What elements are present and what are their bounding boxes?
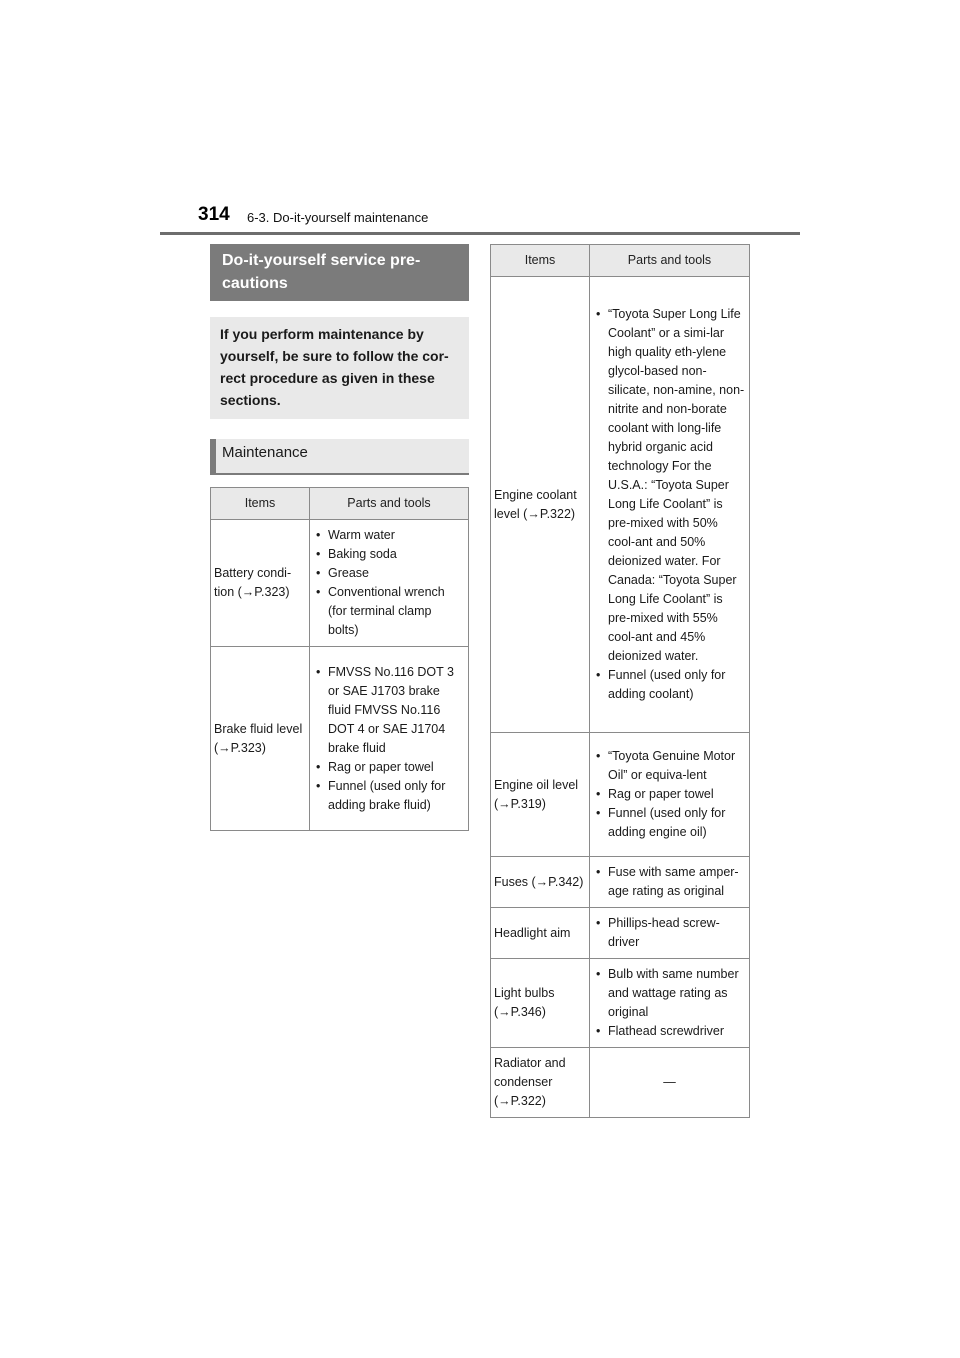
list-item: • Funnel (used only for adding engine oil) <box>593 804 746 842</box>
intro-text: If you perform maintenance by yourself, be sure to follow the cor-rect procedure as given in these sections. <box>210 317 469 419</box>
maintenance-table-right <box>490 244 750 1118</box>
table-header-row <box>491 245 750 277</box>
parts-cell <box>590 959 750 1048</box>
column-header-parts: Parts and tools <box>310 488 469 520</box>
list-item: • Funnel (used only for adding brake fluid) <box>313 777 465 815</box>
table-row <box>491 277 750 733</box>
item-cell: Radiator and condenser (→P.322) <box>491 1048 590 1118</box>
parts-cell <box>590 733 750 857</box>
list-item: • Fuse with same amper-age rating as original <box>593 863 746 901</box>
list-item: • Baking soda <box>313 545 465 564</box>
section-title: 6-3. Do-it-yourself maintenance <box>247 210 429 225</box>
table-row <box>491 1048 750 1118</box>
list-item: • Phillips-head screw-driver <box>593 914 746 952</box>
list-item: • “Toyota Super Long Life Coolant” or a simi-lar high quality eth-ylene glycol-based non-silicate, non-amine, non-nitrite and non-borate coolant with long-life hybrid organic acid technology For the U.S.A.: “Toyota Super Long Life Coolant” is pre-mixed with 50% cool-ant and 50% deionized water. For Canada: “Toyota Super Long Life Coolant” is pre-mixed with 55% cool-ant and 45% deionized water. <box>593 305 746 666</box>
empty-parts-dash: — <box>590 1048 750 1118</box>
item-cell: Engine oil level (→P.319) <box>491 733 590 857</box>
item-cell: Brake fluid level (→P.323) <box>211 647 310 831</box>
list-item: • FMVSS No.116 DOT 3 or SAE J1703 brake fluid FMVSS No.116 DOT 4 or SAE J1704 brake fluid <box>313 663 465 758</box>
parts-cell <box>590 857 750 908</box>
list-item: • Bulb with same number and wattage rating as original <box>593 965 746 1022</box>
item-cell: Battery condi-tion (→P.323) <box>211 520 310 647</box>
table-row <box>211 647 469 831</box>
list-item: • Warm water <box>313 526 465 545</box>
table-row <box>491 733 750 857</box>
column-header-items: Items <box>491 245 590 277</box>
table-row <box>491 908 750 959</box>
table-header-row <box>211 488 469 520</box>
table-row <box>211 520 469 647</box>
list-item: • “Toyota Genuine Motor Oil” or equiva-lent <box>593 747 746 785</box>
column-header-items: Items <box>211 488 310 520</box>
maintenance-heading: Maintenance <box>210 439 469 475</box>
left-column <box>210 244 469 831</box>
parts-cell <box>590 277 750 733</box>
item-cell: Engine coolant level (→P.322) <box>491 277 590 733</box>
item-cell: Light bulbs (→P.346) <box>491 959 590 1048</box>
list-item: • Rag or paper towel <box>313 758 465 777</box>
list-item: • Rag or paper towel <box>593 785 746 804</box>
list-item: • Grease <box>313 564 465 583</box>
parts-cell <box>310 647 469 831</box>
parts-cell <box>310 520 469 647</box>
item-cell: Fuses (→P.342) <box>491 857 590 908</box>
item-cell: Headlight aim <box>491 908 590 959</box>
section-heading: Do-it-yourself service pre-cautions <box>210 244 469 301</box>
right-column <box>490 244 750 1118</box>
table-row <box>491 857 750 908</box>
parts-cell <box>590 908 750 959</box>
maintenance-table-left <box>210 487 469 831</box>
column-header-parts: Parts and tools <box>590 245 750 277</box>
list-item: • Conventional wrench (for terminal clamp bolts) <box>313 583 465 640</box>
list-item: • Funnel (used only for adding coolant) <box>593 666 746 704</box>
table-row <box>491 959 750 1048</box>
header-divider <box>160 232 800 235</box>
page-number: 314 <box>198 204 230 225</box>
list-item: • Flathead screwdriver <box>593 1022 746 1041</box>
